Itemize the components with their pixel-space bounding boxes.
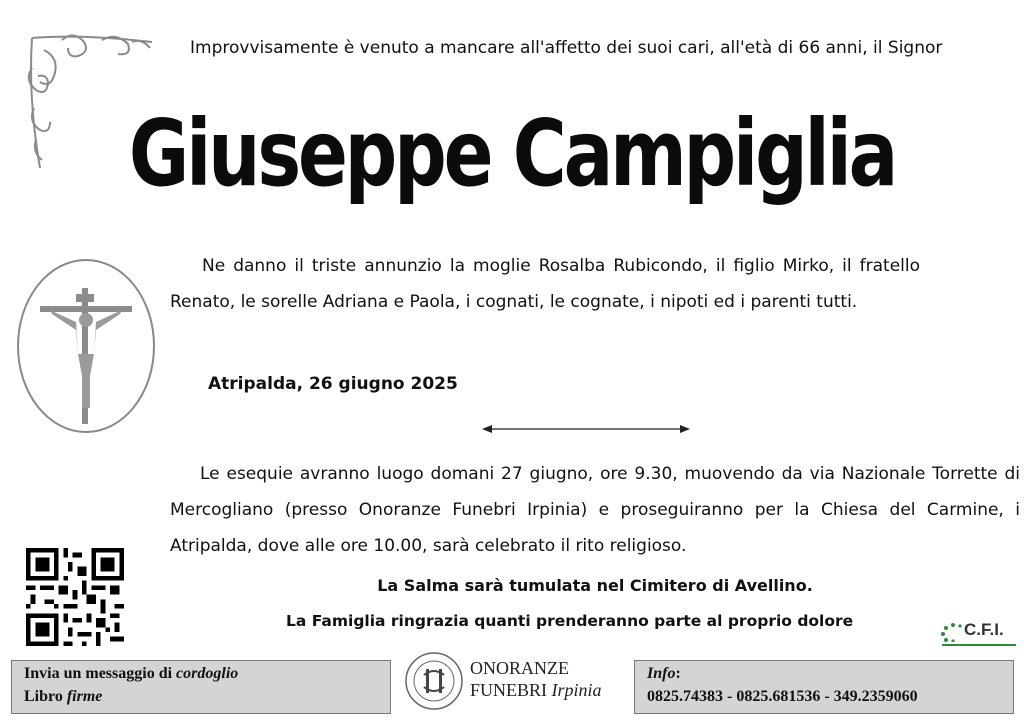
cfi-logo-text: C.F.I. bbox=[964, 620, 1004, 639]
funeral-paragraph: Le esequie avranno luogo domani 27 giugno, ore 9.30, muovendo da via Nazionale Torrette di Mercogliano (presso Onoranze Funebri Irpinia) e proseguiranno per la Chiesa del Carmine, i Atripalda, dove alle ore 10.00, sarà celebrato il rito religioso. bbox=[170, 464, 1020, 556]
divider-arrow bbox=[482, 422, 690, 436]
company-line2-main: FUNEBRI bbox=[470, 680, 552, 700]
crucifix-icon bbox=[16, 258, 156, 434]
guestbook-prefix: Libro bbox=[24, 688, 67, 705]
burial-text: La Salma sarà tumulata nel Cimitero di Avellino. bbox=[377, 576, 813, 595]
phone-numbers[interactable]: 0825.74383 - 0825.681536 - 349.2359060 bbox=[647, 688, 918, 705]
cfi-logo bbox=[940, 620, 1020, 650]
company-seal-icon bbox=[404, 651, 464, 711]
info-label: Info: bbox=[647, 665, 681, 682]
place-date: Atripalda, 26 giugno 2025 bbox=[208, 374, 458, 394]
condolence-link[interactable] bbox=[24, 665, 238, 683]
announcement-paragraph: Ne danno il triste annunzio la moglie Rosalba Rubicondo, il figlio Mirko, il fratello Renato, le sorelle Adriana e Paola, i cognati, le cognate, i nipoti ed i parenti tutti. bbox=[170, 256, 920, 312]
guestbook-link[interactable] bbox=[24, 688, 102, 706]
condolence-box[interactable] bbox=[11, 660, 391, 714]
deceased-name: Giuseppe Campiglia bbox=[128, 100, 896, 207]
thanks-text: La Famiglia ringrazia quanti prenderanno parte al proprio dolore bbox=[286, 612, 854, 630]
company-line2 bbox=[470, 679, 602, 701]
company-name bbox=[470, 657, 602, 701]
qr-code[interactable] bbox=[26, 548, 124, 646]
info-box bbox=[634, 660, 1014, 714]
cfi-underline bbox=[942, 644, 1016, 646]
guestbook-emphasis: firme bbox=[66, 688, 103, 705]
company-line1: ONORANZE bbox=[470, 658, 569, 678]
condolence-emphasis: cordoglio bbox=[176, 665, 239, 682]
condolence-prefix: Invia un messaggio di bbox=[24, 665, 177, 682]
company-line2-italic: Irpinia bbox=[551, 680, 602, 700]
info-label-text: Info bbox=[647, 665, 676, 682]
intro-text: Improvvisamente è venuto a mancare all'affetto dei suoi cari, all'età di 66 anni, il Signor bbox=[190, 38, 943, 58]
cfi-dots-icon bbox=[940, 622, 966, 642]
